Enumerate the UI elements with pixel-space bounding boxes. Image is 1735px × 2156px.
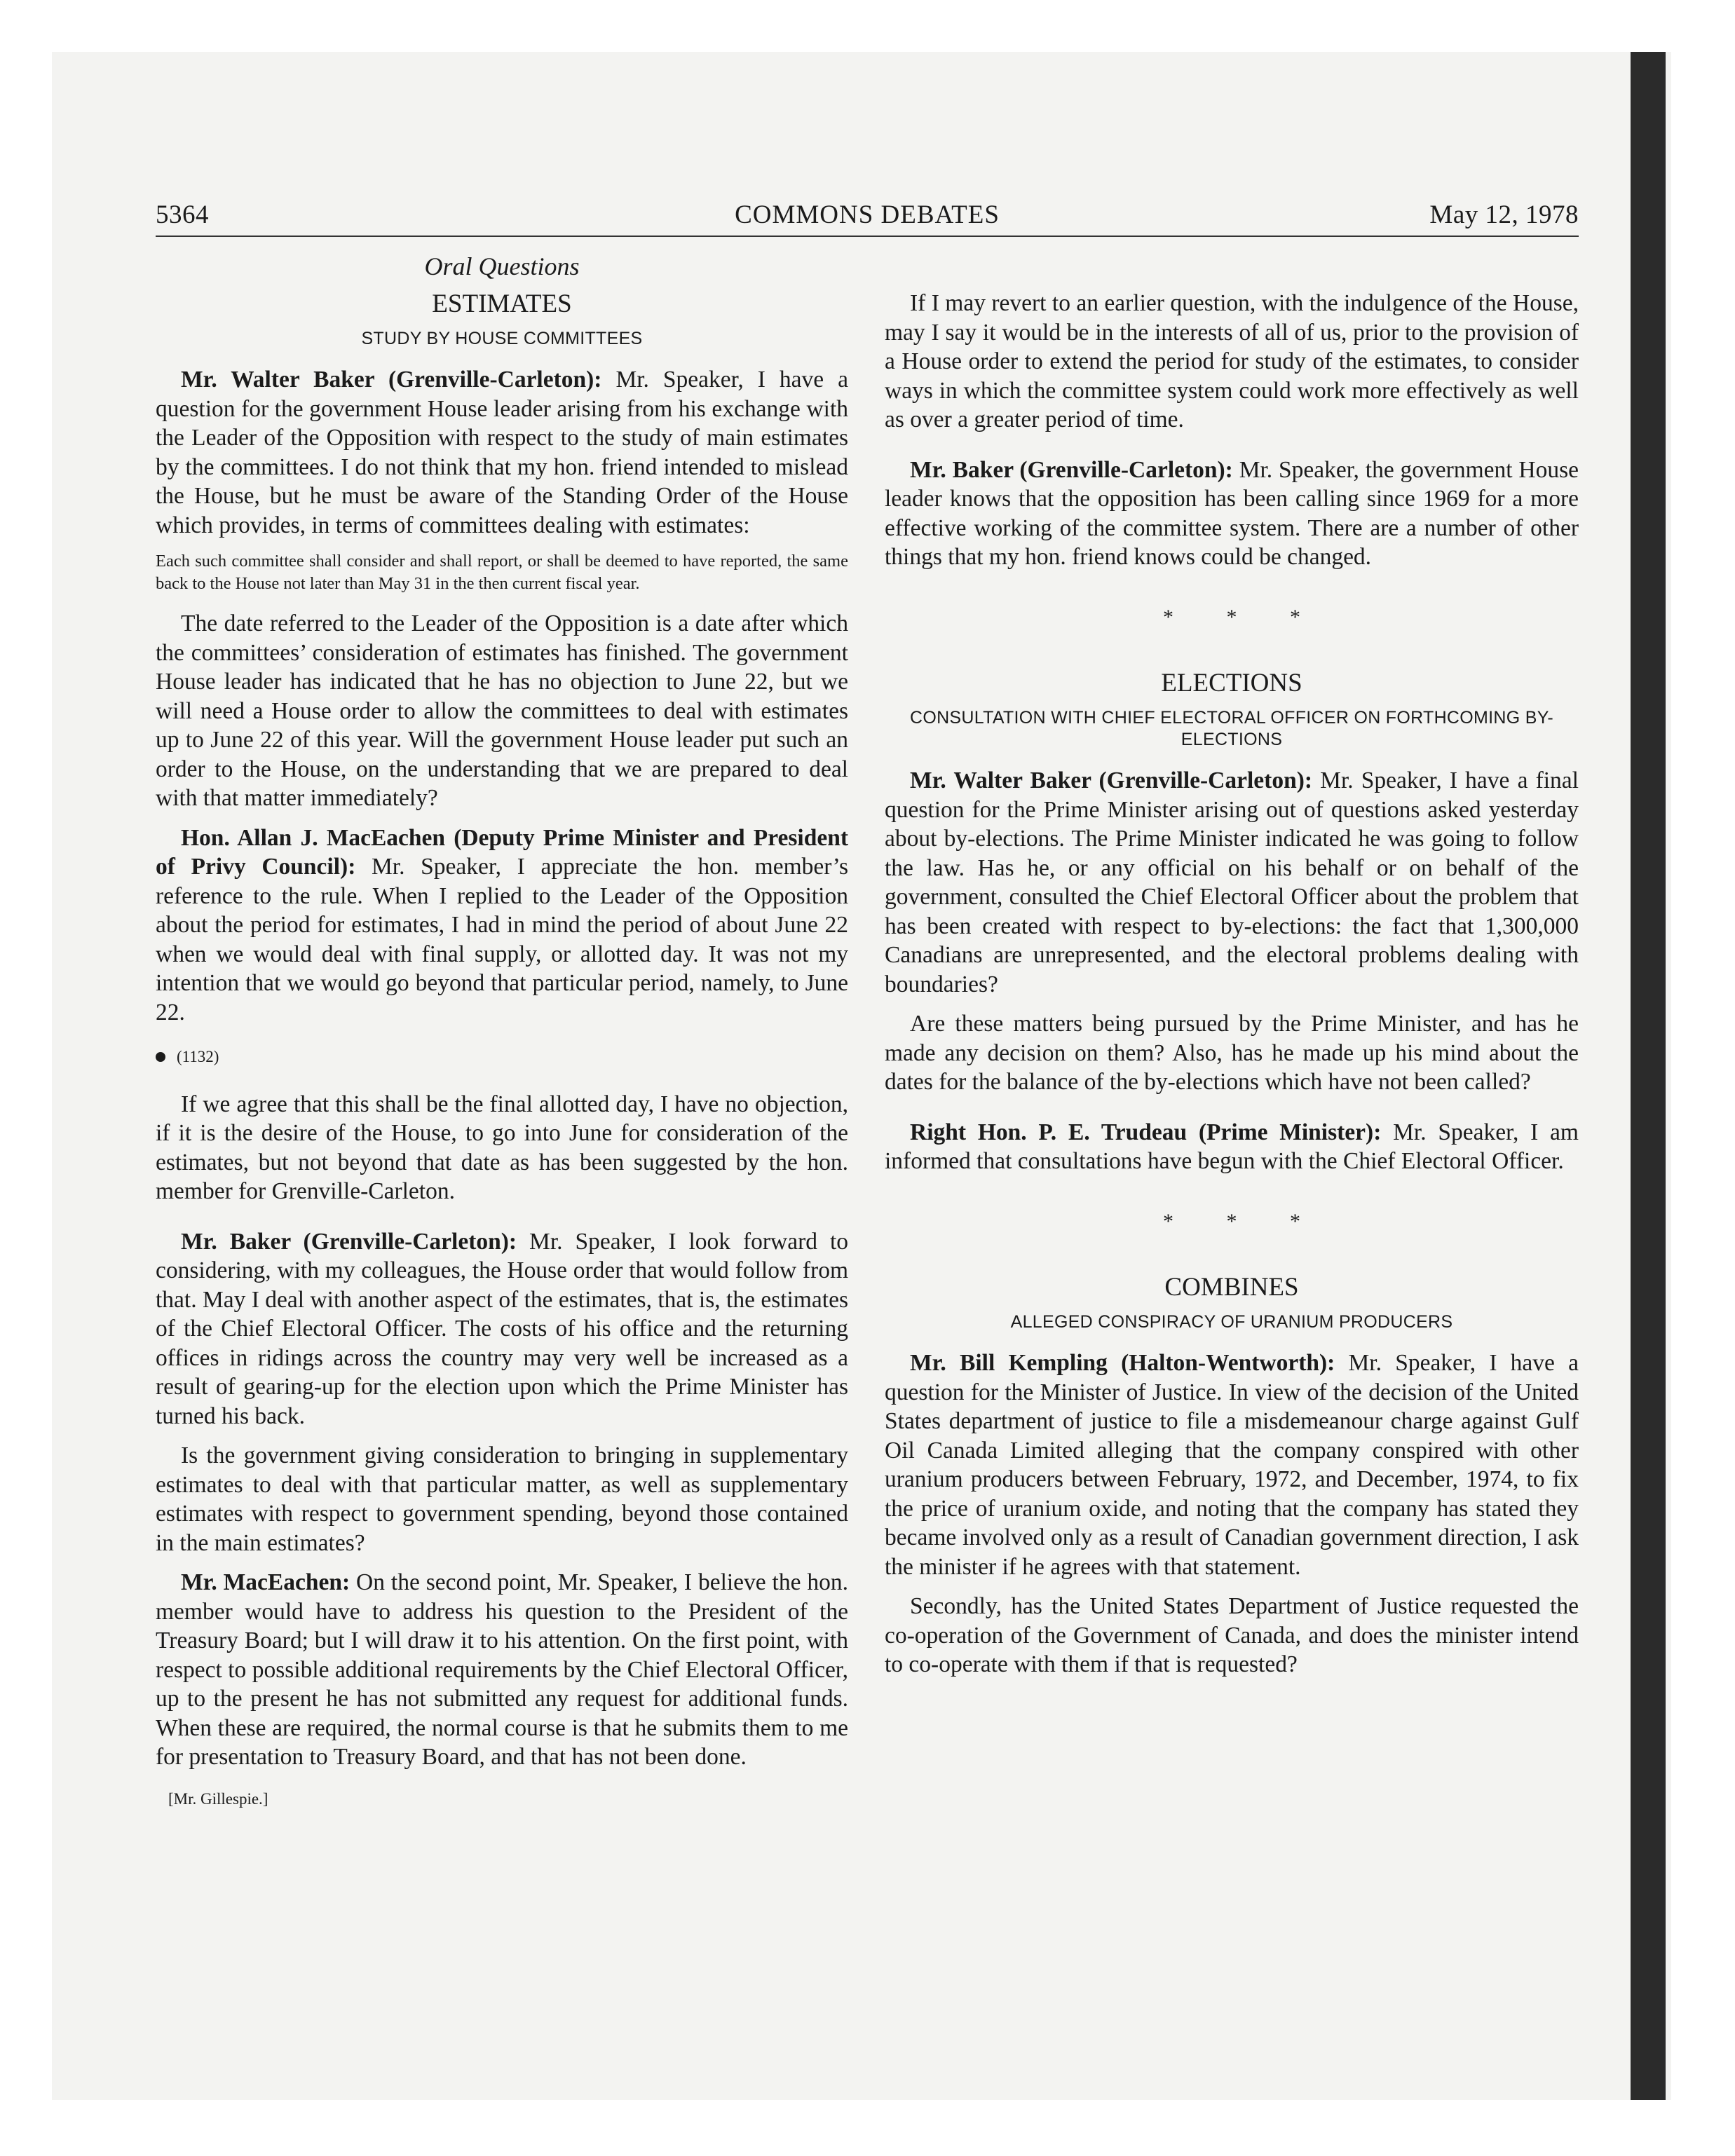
paragraph (156, 365, 848, 540)
heading-elections: ELECTIONS (1161, 669, 1302, 697)
speech-text: Mr. Speaker, I look forward to considering, with my colleagues, the House order that would follow from that. May I deal with another aspect of the estimates, that is, the estimates of the Chief Electoral Officer. The costs of his office and the returning offices in ridings across the country may very well be increased as a result of gearing-up for the election upon which the Prime Minister has turned his back. (156, 1228, 849, 1429)
paragraph (885, 456, 1579, 572)
paragraph (885, 766, 1579, 999)
paragraph: The date referred to the Leader of the Opposition is a date after which the committees’ consideration of estimates has finished. The government House leader has indicated that he has no objection to June 22, but we will need a House order to allow the committees to deal with estimates up to June 22 of this year. Will the government House leader put such an order to the House, on the understanding that we are prepared to deal with that matter immediately? (156, 610, 848, 811)
paragraph: Is the government giving consideration to bringing in supplementary estimates to deal with that particular matter, as well as supplementary estimates with respect to government spending, beyond those contained in the main estimates? (156, 1442, 848, 1556)
section-separator: * * * (1163, 605, 1324, 629)
section-separator: * * * (1163, 1209, 1324, 1233)
speech-text: Mr. Speaker, I have a question for the government House leader arising from his exchange with the Leader of the Opposition with respect to the study of main estimates by the committees. I do not think that my hon. friend intended to mislead the House, but he must be aware of the Standing Order of the House which provides, in terms of committees dealing with estimates: (156, 367, 848, 538)
paragraph (885, 1349, 1579, 1581)
right-column (885, 250, 1579, 1690)
time-marker-text: (1132) (177, 1048, 219, 1065)
subheading-study: STUDY BY HOUSE COMMITTEES (361, 329, 643, 348)
subheading-consultation: CONSULTATION WITH CHIEF ELECTORAL OFFICER ON FORTHCOMING BY-ELECTIONS (909, 708, 1554, 749)
paragraph: Are these matters being pursued by the Prime Minister, and has he made any decision on them? Also, has he made up his mind about the dates for the balance of the by-elections which have not been called? (885, 1011, 1579, 1095)
speech-text: Mr. Speaker, the government House leader knows that the opposition has been calling since 1969 for a more effective working of the committee system. There are a number of other things that my hon. friend knows could be changed. (885, 456, 1579, 570)
issue-date: May 12, 1978 (1429, 200, 1579, 229)
heading-combines: COMBINES (1164, 1273, 1299, 1302)
speech-text: Mr. Speaker, I have a question for the Minister of Justice. In view of the decision of the United States department of justice to file a misdemeanour charge against Gulf Oil Canada Limited alleging that the company conspired with other uranium producers between February, 1972, and December, 1974, to fix the price of uranium oxide, and noting that the company has stated they became involved only as a result of Canadian government direction, I ask the minister if he agrees with that statement. (885, 1350, 1579, 1580)
speaker-name: Mr. MacEachen: (181, 1569, 351, 1595)
speaker-name: Mr. Walter Baker (Grenville-Carleton): (910, 767, 1313, 793)
time-marker (156, 1042, 848, 1072)
left-column (156, 250, 848, 1813)
running-header (156, 200, 1579, 239)
binding-edge (1631, 52, 1666, 2100)
paragraph (156, 1568, 848, 1772)
paragraph: If I may revert to an earlier question, with the indulgence of the House, may I say it would be in the interests of all of us, prior to the provision of a House order to extend the period for study of the estimates, to consider ways in which the committee system could work more effectively as well as over a greater period of time. (885, 290, 1579, 432)
page-number: 5364 (156, 200, 209, 229)
header-rule (156, 236, 1579, 237)
publication-title: COMMONS DEBATES (735, 200, 1000, 229)
heading-estimates: ESTIMATES (432, 289, 572, 318)
standing-order-quote: Each such committee shall consider and shall report, or shall be deemed to have reported, the same back to the House not later than May 31 in the then current fiscal year. (156, 552, 848, 593)
paragraph (156, 824, 848, 1028)
subheading-conspiracy: ALLEGED CONSPIRACY OF URANIUM PRODUCERS (1010, 1312, 1453, 1332)
bullet-icon (156, 1052, 165, 1062)
speaker-name: Mr. Bill Kempling (Halton-Wentworth): (910, 1350, 1335, 1376)
speaker-name: Hon. Allan J. MacEachen (Deputy Prime Minister and President of Privy Council): (156, 824, 848, 880)
paragraph: If we agree that this shall be the final allotted day, I have no objection, if it is the desire of the House, to go into June for consideration of the estimates, but not beyond that date as has been suggested by the hon. member for Grenville-Carleton. (156, 1091, 848, 1204)
paragraph (885, 1118, 1579, 1176)
speaker-name: Right Hon. P. E. Trudeau (Prime Minister): (910, 1119, 1382, 1145)
speaker-name: Mr. Baker (Grenville-Carleton): (910, 456, 1233, 483)
speech-text: Mr. Speaker, I appreciate the hon. member’s reference to the rule. When I replied to the Leader of the Opposition about the period for estimates, I had in mind the period of about June 22 when we would deal with final supply, or allotted day. It was not my intention that we would go beyond that particular period, namely, to June 22. (156, 854, 848, 1025)
speech-text: On the second point, Mr. Speaker, I believe the hon. member would have to address his question to the President of the Treasury Board; but I will draw it to his attention. On the first point, with respect to possible additional requirements by the Chief Electoral Officer, up to the present he has not submitted any request for additional funds. When these are required, the normal course is that he submits them to me for presentation to Treasury Board, and that has not been done. (156, 1569, 848, 1770)
section-label: Oral Questions (424, 252, 580, 280)
speech-text: Mr. Speaker, I have a final question for the Prime Minister arising out of questions asked yesterday about by-elections. The Prime Minister indicated he was going to follow the law. Has he, or any official on his behalf or on behalf of the government, consulted the Chief Electoral Officer about the problem that has been created with respect to by-elections: the fact that 1,300,000 Canadians are unrepresented, and the electoral problems dealing with boundaries? (885, 767, 1579, 997)
paragraph: Secondly, has the United States Department of Justice requested the co-operation of the Government of Canada, and does the minister intend to co-operate with them if that is requested? (885, 1593, 1579, 1677)
speech-text: Mr. Speaker, I am informed that consultations have begun with the Chief Electoral Officer. (885, 1119, 1579, 1174)
speaker-name: Mr. Walter Baker (Grenville-Carleton): (181, 367, 602, 393)
footer-note: [Mr. Gillespie.] (168, 1789, 268, 1808)
speaker-name: Mr. Baker (Grenville-Carleton): (181, 1228, 517, 1255)
paragraph (156, 1227, 848, 1431)
